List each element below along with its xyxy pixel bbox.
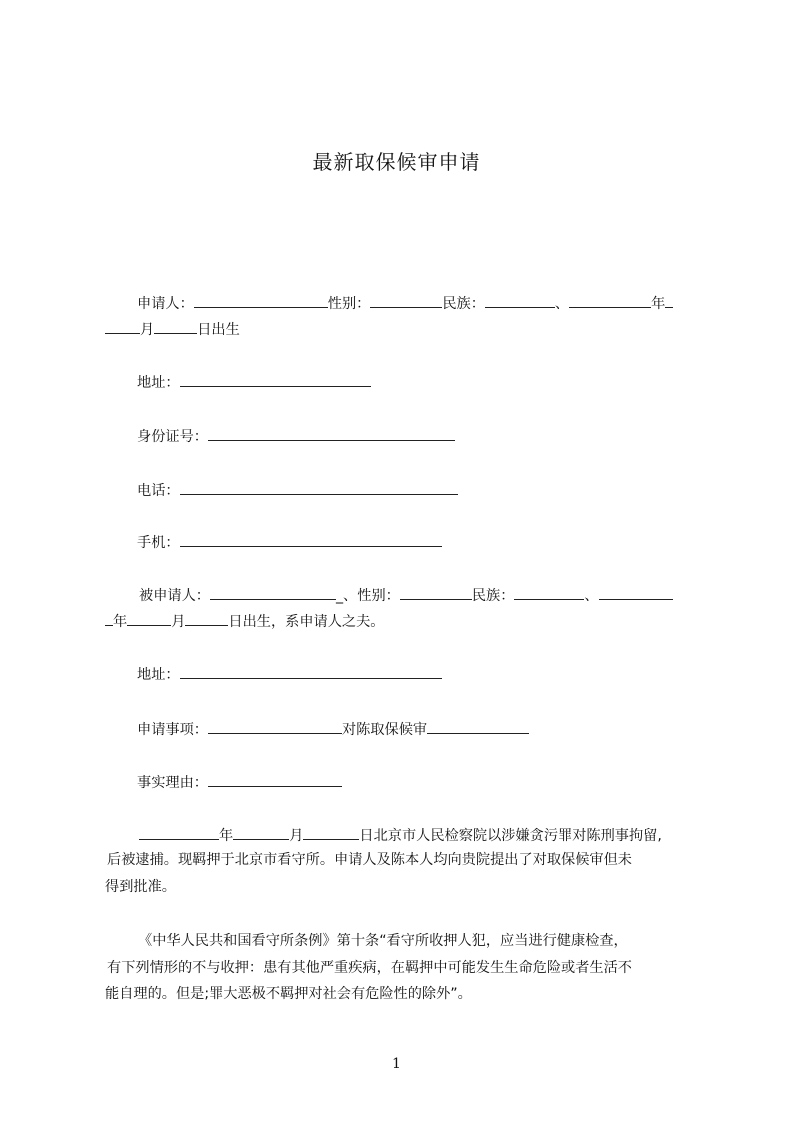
mobile-label: 手机： <box>137 535 180 551</box>
applicant-birth-year-cont-blank[interactable] <box>105 318 140 334</box>
paragraph-2-line-3: 能自理的。但是;罪大恶极不羁押对社会有危险性的除外”。 <box>105 986 472 1002</box>
respondent-gender-label: 性别： <box>357 588 400 604</box>
detention-year-label: 年 <box>219 828 234 844</box>
detention-month-blank[interactable] <box>233 824 289 840</box>
applicant-gender-label: 性别： <box>327 296 371 312</box>
paragraph-2-line-1: 《中华人民共和国看守所条例》第十条“看守所收押人犯，应当进行健康检查， <box>138 933 628 949</box>
phone-label: 电话： <box>137 483 180 499</box>
applicant-name-blank[interactable] <box>194 292 328 308</box>
matter-label: 申请事项： <box>137 722 208 738</box>
phone-line <box>105 479 701 501</box>
applicant-tail-blank[interactable] <box>665 292 673 308</box>
respondent-address-label: 地址： <box>137 667 180 683</box>
respondent-birth-year-blank[interactable] <box>599 584 673 600</box>
respondent-label: 被申请人： <box>139 588 210 604</box>
detention-year-blank[interactable] <box>139 824 219 840</box>
respondent-birth-month-blank[interactable] <box>127 610 171 626</box>
applicant-label: 申请人： <box>137 296 194 312</box>
detention-month-label: 月 <box>289 828 304 844</box>
respondent-dash: _、 <box>335 588 358 604</box>
reason-line <box>105 771 701 793</box>
paragraph-1-line-3: 得到批准。 <box>105 879 176 895</box>
respondent-address-blank[interactable] <box>180 663 442 679</box>
mobile-line <box>105 531 701 553</box>
page-number: 1 <box>392 1056 401 1072</box>
address-line <box>105 371 701 393</box>
respondent-ethnicity-blank[interactable] <box>514 584 584 600</box>
respondent-gender-blank[interactable] <box>400 584 472 600</box>
applicant-born-label: 日出生 <box>197 322 240 338</box>
respondent-line-2 <box>105 610 701 632</box>
applicant-ethnicity-blank[interactable] <box>485 292 555 308</box>
id-number-label: 身份证号： <box>137 429 208 445</box>
respondent-ethnicity-label: 民族： <box>471 588 515 604</box>
respondent-month-label: 月 <box>171 614 186 630</box>
respondent-birth-day-blank[interactable] <box>185 610 228 626</box>
respondent-born-label: 日出生，系申请人之夫。 <box>228 614 385 630</box>
respondent-year-label: 年 <box>113 614 128 630</box>
paragraph-2-line-2: 有下列情形的不与收押：患有其他严重疾病，在羁押中可能发生生命危险或者生活不 <box>107 960 632 976</box>
respondent-birth-year-cont-blank[interactable] <box>105 610 113 626</box>
respondent-line-1 <box>105 584 701 606</box>
applicant-month-label: 月 <box>140 322 155 338</box>
mobile-blank[interactable] <box>180 531 442 547</box>
paragraph-1-line-1 <box>105 824 701 846</box>
applicant-birth-year-blank[interactable] <box>569 292 651 308</box>
applicant-line-2 <box>105 318 701 340</box>
matter-text: 对陈取保候审 <box>341 722 428 738</box>
applicant-year-label: 年 <box>651 296 666 312</box>
applicant-birth-month-blank[interactable] <box>154 318 197 334</box>
phone-blank[interactable] <box>180 479 458 495</box>
matter-blank-1[interactable] <box>208 718 342 734</box>
matter-blank-2[interactable] <box>427 718 529 734</box>
paragraph-1-text: 日北京市人民检察院以涉嫌贪污罪对陈刑事拘留, <box>359 828 662 844</box>
address-blank[interactable] <box>180 371 371 387</box>
document-title: 最新取保候审申请 <box>312 150 481 174</box>
respondent-name-blank[interactable] <box>210 584 336 600</box>
applicant-separator: 、 <box>554 296 570 312</box>
respondent-separator: 、 <box>584 588 599 604</box>
detention-day-blank[interactable] <box>303 824 359 840</box>
id-number-line <box>105 425 701 447</box>
paragraph-1-line-2: 后被逮捕。现羁押于北京市看守所。申请人及陈本人均向贵院提出了对取保候审但未 <box>107 852 632 868</box>
id-number-blank[interactable] <box>208 425 455 441</box>
applicant-line-1 <box>105 292 701 314</box>
reason-label: 事实理由： <box>137 775 208 791</box>
applicant-gender-blank[interactable] <box>370 292 442 308</box>
address-label: 地址： <box>137 375 180 391</box>
respondent-address-line <box>105 663 701 685</box>
reason-blank[interactable] <box>208 771 342 787</box>
matter-line <box>105 718 701 740</box>
applicant-ethnicity-label: 民族： <box>442 296 485 312</box>
